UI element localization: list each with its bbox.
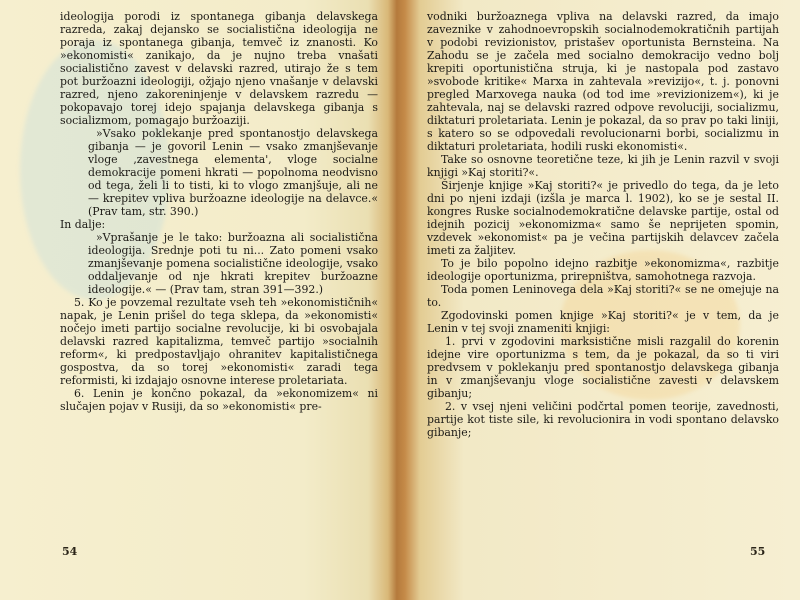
paragraph: To je bilo popolno idejno razbitje »ekonomizma«, razbitje ideologije oportunizma, prirepništva, samohotnega razvoja. <box>427 257 779 283</box>
paragraph: Toda pomen Leninovega dela »Kaj storiti?« se ne omejuje na to. <box>427 283 779 309</box>
paragraph: ideologija porodi iz spontanega gibanja delavskega razreda, zakaj dejansko se socialistična ideologija ne poraja iz spontanega gibanja, temveč iz znanosti. Ko »ekonomisti« zanikajo, da je nujno treba vnašati socialistično zavest v delavski razred, utirajo že s tem pot buržoazni ideologiji, ožjajo njeno vnašanje v delavski razred, njeno zakoreninjenje v delavskem razredu — pokopavajo torej idejo spajanja delavskega gibanja s socializmom, pomagajo buržoaziji. <box>60 10 378 127</box>
paragraph: vodniki buržoaznega vpliva na delavski razred, da imajo zaveznike v zahodnoevropskih socialnodemokratičnih partijah v podobi revizionistov, pristašev oportunista Bernsteina. Na Zahodu se je začela med socialno demokracijo vedno bolj krepiti oportunistična struja, ki je nastopala pod zastavo »svobode kritike« Marxa in zahtevala »revizijo«, t. j. ponovni pregled Marxovega nauka (od tod ime »revizionizem«), ki je zahtevala, naj se delavski razred odpove revoluciji, socializmu, diktaturi proletariata. Lenin je pokazal, da so prav po taki liniji, s katero so se odpovedali revolucionarni borbi, socializmu in diktaturi proletariata, hodili ruski ekonomisti«. <box>427 10 779 153</box>
list-item: 2. v vsej njeni veličini podčrtal pomen teorije, zavednosti, partije kot tiste sile, ki revolucionira in vodi spontano delavsko gibanje; <box>427 400 779 439</box>
quote-paragraph: »Vsako poklekanje pred spontanostjo delavskega gibanja — je govoril Lenin — vsako zmanjševanje vloge ,zavestnega elementa', vloge socialne demokracije pomeni hkrati — popolnoma neodvisno od tega, želi li to tisti, ki to vlogo zmanjšuje, ali ne — krepitev vpliva buržoazne ideologije na delavce.« (Prav tam, str. 390.) <box>88 127 378 218</box>
paragraph: 5. Ko je povzemal rezultate vseh teh »ekonomističnih« napak, je Lenin prišel do tega sklepa, da »ekonomisti« nočejo imeti partijo socialne revolucije, ki bi osvobajala delavski razred kapitalizma, temveč partijo »socialnih reform«, ki predpostavljajo ohranitev kapitalističnega gospostva, da so torej »ekonomisti« zaradi tega reformisti, ki izdajajo osnovne interese proletariata. <box>60 296 378 387</box>
quote-paragraph: »Vprašanje je le tako: buržoazna ali socialistična ideologija. Srednje poti tu ni... Zato pomeni vsako zmanjševanje pomena socialistične ideologije, vsako oddaljevanje od nje hkrati krepitev buržoazne ideologije.« — (Prav tam, stran 391—392.) <box>88 231 378 296</box>
paragraph: 6. Lenin je končno pokazal, da »ekonomizem« ni slučajen pojav v Rusiji, da so »ekonomisti« pre- <box>60 387 378 413</box>
left-page <box>0 0 395 600</box>
left-page-text <box>60 10 378 413</box>
paragraph: In dalje: <box>60 218 106 231</box>
right-page-text <box>427 10 779 439</box>
page-number-right: 55 <box>750 545 766 558</box>
page-number-left: 54 <box>62 545 78 558</box>
list-item: 1. prvi v zgodovini marksistične misli razgalil do korenin idejne vire oportunizma s tem, da je pokazal, da so ti viri predvsem v poklekanju pred spontanostjo delavskega gibanja in v zmanjševanju vloge socialistične zavesti v delavskem gibanju; <box>427 335 779 400</box>
paragraph: Širjenje knjige »Kaj storiti?« je privedlo do tega, da je leto dni po njeni izdaji (izšla je marca l. 1902), ko se je sestal II. kongres Ruske socialnodemokratične delavske partije, ostal od idejnih pozicij »ekonomizma« samo še neprijeten spomin, vzdevek »ekonomist« pa je večina partijskih delavcev začela imeti za žaljitev. <box>427 179 779 257</box>
paragraph: Take so osnovne teoretične teze, ki jih je Lenin razvil v svoji knjigi »Kaj storiti?«. <box>427 153 779 179</box>
paragraph: Zgodovinski pomen knjige »Kaj storiti?« je v tem, da je Lenin v tej svoji znameniti knjigi: <box>427 309 779 335</box>
right-page <box>405 0 800 600</box>
